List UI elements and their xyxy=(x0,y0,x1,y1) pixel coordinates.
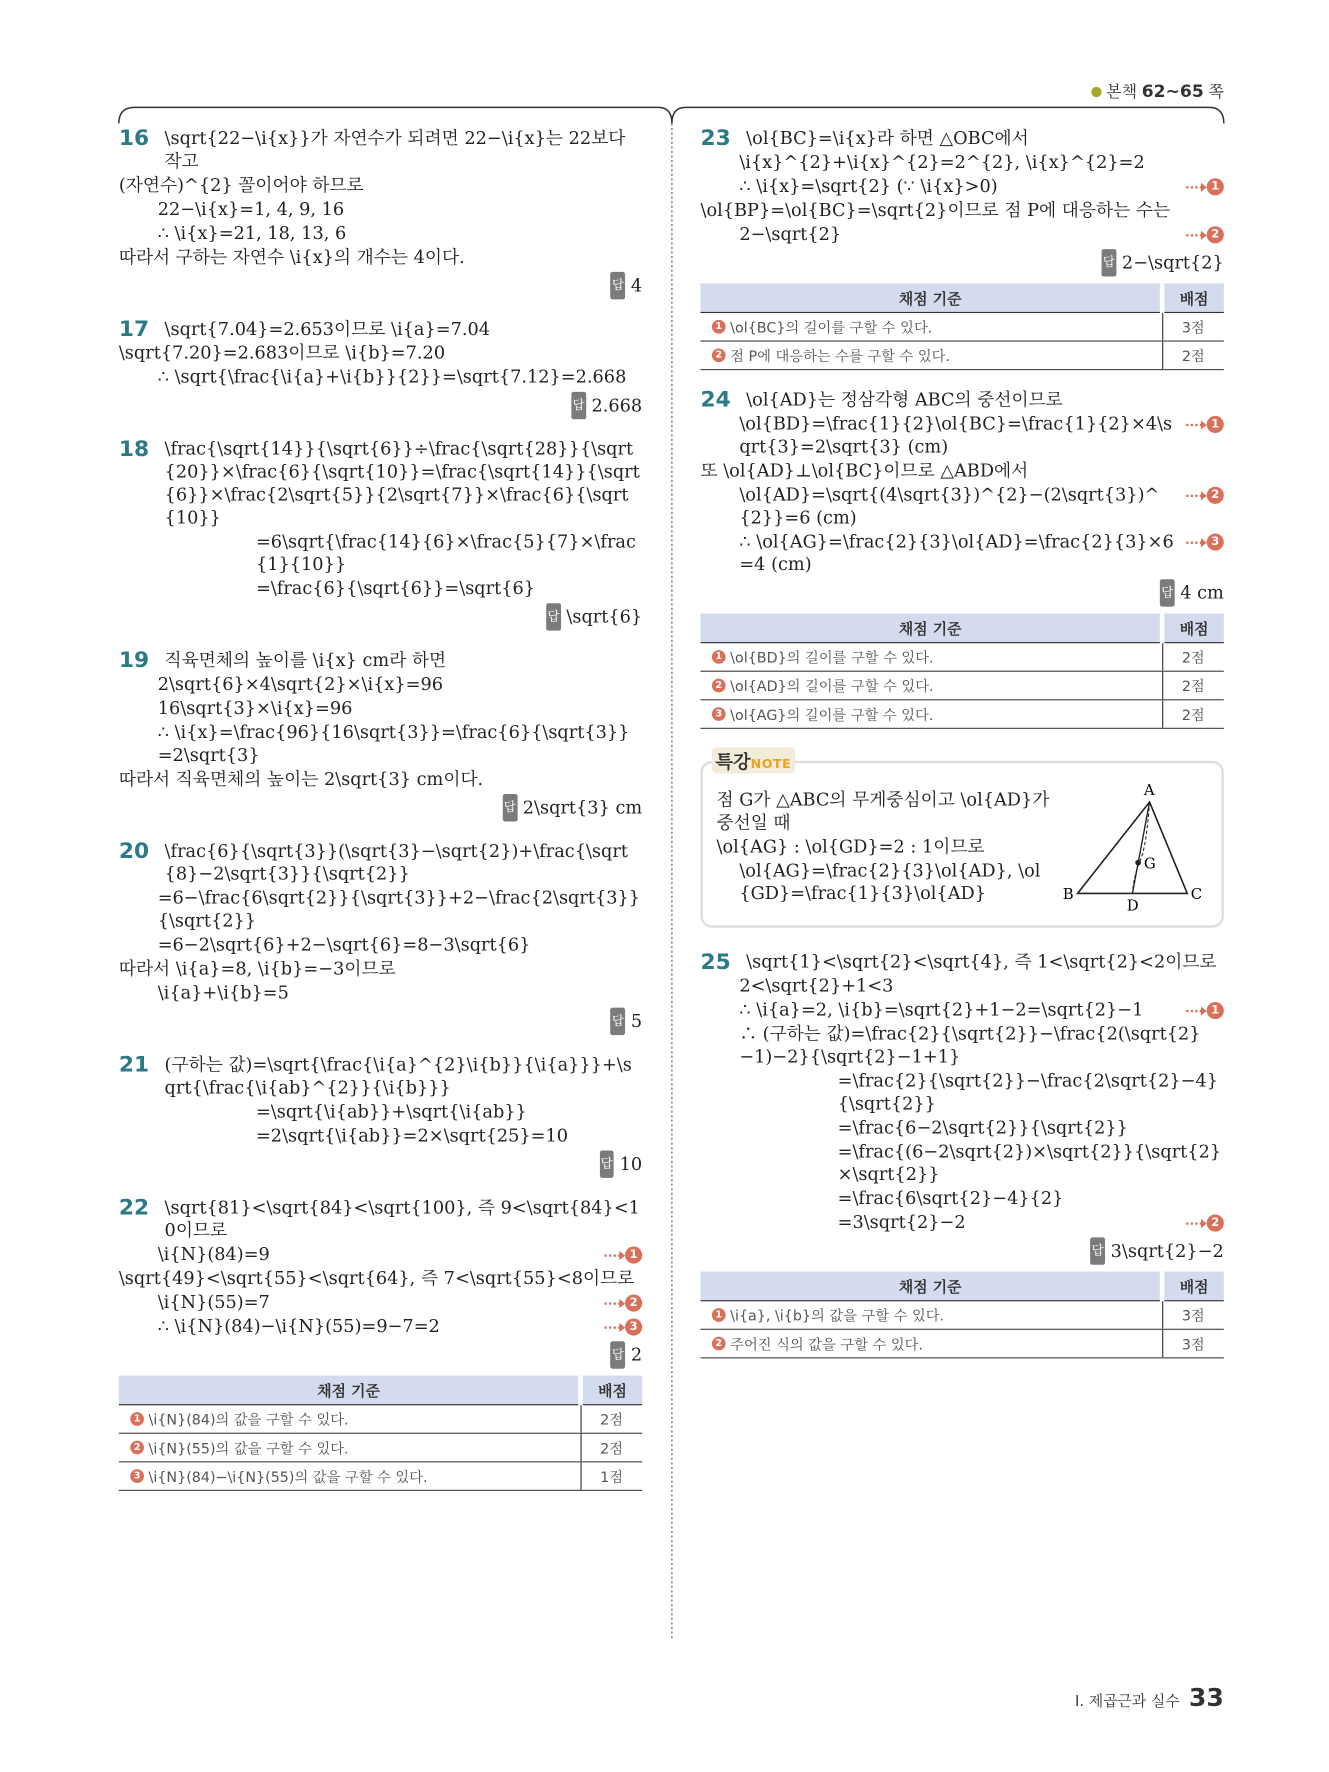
problem-number: 19 xyxy=(118,647,150,673)
left-column xyxy=(119,126,642,1510)
note-line: \ol{AG}=\frac{2}{3}\ol{AD}, \ol{GD}=\frac{1}{3}\ol{AD} xyxy=(739,860,1041,904)
triangle-abc xyxy=(1078,802,1188,893)
table-row xyxy=(700,1329,1223,1358)
problem-number: 25 xyxy=(700,949,731,975)
answer xyxy=(700,249,1223,276)
solution-line: =\frac{6−2\sqrt{2}}{\sqrt{2}} xyxy=(837,1117,1128,1138)
solution-line: 따라서 구하는 자연수 \i{x}의 개수는 4이다. xyxy=(118,246,465,268)
problem-22 xyxy=(119,1196,642,1491)
page-range: 62~65 xyxy=(1141,81,1204,102)
solution-line: \ol{AD}는 정삼각형 ABC의 중선이므로 xyxy=(746,389,1063,411)
answer-value: 4 cm xyxy=(1180,582,1224,604)
answer xyxy=(119,794,642,821)
problem-number: 22 xyxy=(118,1195,150,1221)
solution-line: 따라서 \i{a}=8, \i{b}=−3이므로 xyxy=(118,958,396,980)
answer-icon: 답 xyxy=(1102,249,1116,276)
note-tag-suffix: NOTE xyxy=(750,756,792,772)
special-note-tag xyxy=(712,747,795,773)
problem-number: 20 xyxy=(118,838,150,864)
median-ad xyxy=(1132,802,1149,893)
step-marker xyxy=(1186,412,1224,433)
problem-number: 24 xyxy=(700,387,731,413)
answer-icon: 답 xyxy=(1090,1237,1104,1264)
solution-line: 또 \ol{AD}⊥\ol{BC}이므로 △ABD에서 xyxy=(700,460,1029,481)
solution-line: ∴ \i{a}=2, \i{b}=\sqrt{2}+1−2=\sqrt{2}−1 xyxy=(739,999,1144,1021)
answer-icon: 답 xyxy=(611,272,625,299)
solution-line: 따라서 직육면체의 높이는 2\sqrt{3} cm이다. xyxy=(118,768,484,790)
answer xyxy=(700,1237,1223,1264)
step-marker xyxy=(1186,223,1224,244)
step-number-icon: 2 xyxy=(712,1337,726,1351)
label-g: G xyxy=(1143,854,1156,873)
dotted-arrow-icon xyxy=(604,1326,620,1328)
solution-line: 직육면체의 높이를 \i{x} cm라 하면 xyxy=(164,650,447,671)
step-number-icon: 1 xyxy=(1207,1002,1224,1019)
criterion-text: \ol{BC}의 길이를 구할 수 있다. xyxy=(730,318,933,336)
dotted-arrow-icon xyxy=(1186,186,1202,188)
page-footer xyxy=(1075,1684,1224,1713)
step-marker xyxy=(604,1243,642,1264)
answer-value: 4 xyxy=(630,275,643,296)
solution-line: \ol{BC}=\i{x}라 하면 △OBC에서 xyxy=(746,127,1029,149)
right-column xyxy=(700,126,1223,1377)
centroid-triangle-diagram xyxy=(1062,779,1211,914)
points-header: 배점 xyxy=(580,1376,642,1405)
table-row xyxy=(700,341,1223,370)
answer xyxy=(119,392,642,419)
step-number-icon: 1 xyxy=(625,1246,642,1263)
criterion-points: 2점 xyxy=(1162,671,1224,700)
table-row xyxy=(700,700,1223,729)
points-header: 배점 xyxy=(1162,283,1224,312)
answer-icon: 답 xyxy=(599,1150,613,1177)
step-number-icon: 3 xyxy=(712,707,726,721)
solution-line: ∴ \ol{AG}=\frac{2}{3}\ol{AD}=\frac{2}{3}×6=4 (cm) xyxy=(739,531,1174,575)
answer-value: 2\sqrt{3} cm xyxy=(522,797,643,819)
answer xyxy=(119,1150,642,1177)
page-suffix: 쪽 xyxy=(1208,83,1224,102)
solution-line: (자연수)^{2} 꼴이어야 하므로 xyxy=(118,174,364,196)
step-marker xyxy=(604,1315,642,1336)
solution-line: \sqrt{22−\i{x}}가 자연수가 되려면 22−\i{x}는 22보다 작고 xyxy=(164,127,626,172)
step-number-icon: 1 xyxy=(712,1308,726,1322)
scoring-table xyxy=(700,283,1223,370)
solution-line: \i{x}^{2}+\i{x}^{2}=2^{2}, \i{x}^{2}=2 xyxy=(739,151,1145,173)
answer-icon: 답 xyxy=(503,794,517,821)
solution-line: ∴ (구하는 값)=\frac{2}{\sqrt{2}}−\frac{2(\sqrt{2}−1)−2}{\sqrt{2}−1+1} xyxy=(739,1023,1201,1068)
solution-line: \i{a}+\i{b}=5 xyxy=(157,982,289,1004)
criterion-points: 2점 xyxy=(1162,341,1224,370)
problem-number: 21 xyxy=(118,1052,150,1078)
step-number-icon: 2 xyxy=(1207,1214,1224,1231)
step-marker xyxy=(1186,1211,1224,1232)
solution-line: (구하는 값)=\sqrt{\frac{\i{a}^{2}\i{b}}{\i{a}}}+\sqrt{\frac{\i{ab}^{2}}{\i{b}}} xyxy=(164,1054,632,1098)
solution-line: =\frac{6\sqrt{2}−4}{2} xyxy=(837,1188,1064,1209)
points-header: 배점 xyxy=(1162,614,1224,643)
solution-line: =\sqrt{\i{ab}}+\sqrt{\i{ab}} xyxy=(255,1101,527,1122)
solution-line: =6\sqrt{\frac{14}{6}×\frac{5}{7}×\frac{1}{10}} xyxy=(255,531,636,575)
answer xyxy=(119,272,642,299)
criteria-header: 채점 기준 xyxy=(119,1376,581,1405)
criterion-points: 2점 xyxy=(580,1405,642,1434)
solution-line: =\frac{2}{\sqrt{2}}−\frac{2\sqrt{2}−4}{\sqrt{2}} xyxy=(837,1070,1219,1114)
criteria-header: 채점 기준 xyxy=(700,614,1162,643)
solution-line: 16\sqrt{3}×\i{x}=96 xyxy=(157,698,353,719)
step-number-icon: 1 xyxy=(1207,178,1224,195)
solution-line: 2−\sqrt{2} xyxy=(739,223,842,245)
answer-value: \sqrt{6} xyxy=(566,606,643,628)
solution-line: \sqrt{81}<\sqrt{84}<\sqrt{100}, 즉 9<\sqrt{84}<10이므로 xyxy=(164,1197,640,1241)
criterion-text: \ol{AG}의 길이를 구할 수 있다. xyxy=(730,706,934,724)
step-number-icon: 2 xyxy=(1207,226,1224,243)
dotted-arrow-icon xyxy=(1186,1009,1202,1011)
answer xyxy=(119,1008,642,1035)
answer-value: 10 xyxy=(619,1153,643,1175)
criterion-text: \ol{BD}의 길이를 구할 수 있다. xyxy=(730,648,934,667)
solution-line: \ol{BP}=\ol{BC}=\sqrt{2}이므로 점 P에 대응하는 수는 xyxy=(700,199,1171,221)
solution-line: ∴ \i{x}=\frac{96}{16\sqrt{3}}=\frac{6}{\sqrt{3}}=2\sqrt{3} xyxy=(157,722,630,766)
solution-line: =6−\frac{6\sqrt{2}}{\sqrt{3}}+2−\frac{2\sqrt{3}}{\sqrt{2}} xyxy=(157,887,641,932)
solution-line: \i{N}(55)=7 xyxy=(157,1292,270,1313)
solution-line: \ol{AD}=\sqrt{(4\sqrt{3})^{2}−(2\sqrt{3})^{2}}=6 (cm) xyxy=(739,484,1160,528)
solution-line: \i{N}(84)=9 xyxy=(157,1244,270,1265)
criterion-points: 3점 xyxy=(1162,1329,1224,1358)
problem-16 xyxy=(119,127,642,300)
answer xyxy=(700,579,1223,606)
book-label: 본책 xyxy=(1106,83,1138,102)
label-c: C xyxy=(1190,885,1203,904)
bullet-dot-icon xyxy=(1091,86,1101,96)
table-row xyxy=(700,312,1223,341)
solution-line: \frac{6}{\sqrt{3}}(\sqrt{3}−\sqrt{2})+\frac{\sqrt{8}−2\sqrt{3}}{\sqrt{2}} xyxy=(164,840,628,885)
step-number-icon: 2 xyxy=(1207,487,1224,504)
problem-17 xyxy=(119,318,642,420)
dotted-arrow-icon xyxy=(604,1254,620,1256)
solution-line: =3\sqrt{2}−2 xyxy=(837,1212,966,1233)
dotted-arrow-icon xyxy=(1186,541,1202,543)
solution-line: \ol{BD}=\frac{1}{2}\ol{BC}=\frac{1}{2}×4\sqrt{3}=2\sqrt{3} (cm) xyxy=(739,413,1173,458)
solution-line: \sqrt{49}<\sqrt{55}<\sqrt{64}, 즉 7<\sqrt{55}<8이므로 xyxy=(118,1268,635,1289)
criterion-text: \i{N}(84)−\i{N}(55)의 값을 구할 수 있다. xyxy=(148,1468,428,1486)
dotted-arrow-icon xyxy=(1186,1222,1202,1224)
answer-icon: 답 xyxy=(546,603,560,630)
step-marker xyxy=(1186,530,1224,551)
answer-icon: 답 xyxy=(571,392,585,419)
problem-19 xyxy=(119,649,642,822)
label-b: B xyxy=(1062,885,1074,904)
step-marker xyxy=(1186,483,1224,504)
criterion-points: 3점 xyxy=(1162,312,1224,341)
step-marker xyxy=(1186,999,1224,1020)
scoring-table xyxy=(700,1272,1223,1359)
problem-number: 17 xyxy=(118,316,150,342)
solution-line: =\frac{6}{\sqrt{6}}=\sqrt{6} xyxy=(255,578,536,599)
label-d: D xyxy=(1126,896,1139,915)
solution-line: ∴ \sqrt{\frac{\i{a}+\i{b}}{2}}=\sqrt{7.12}=2.668 xyxy=(157,366,627,388)
page-number: 33 xyxy=(1188,1684,1224,1713)
answer xyxy=(119,603,642,630)
criterion-points: 1점 xyxy=(580,1462,642,1491)
note-line: \ol{AG} : \ol{GD}=2 : 1이므로 xyxy=(716,836,985,857)
step-number-icon: 2 xyxy=(712,348,726,362)
step-number-icon: 1 xyxy=(1207,416,1224,433)
note-line: 점 G가 △ABC의 무게중심이고 \ol{AD}가 중선일 때 xyxy=(716,789,1050,833)
criterion-points: 2점 xyxy=(1162,700,1224,729)
problem-number: 16 xyxy=(118,125,150,151)
step-marker xyxy=(1186,175,1224,196)
table-row xyxy=(700,1301,1223,1330)
label-a: A xyxy=(1143,781,1155,800)
answer-value: 2−\sqrt{2} xyxy=(1121,252,1224,274)
dotted-arrow-icon xyxy=(1186,423,1202,425)
answer-value: 2.668 xyxy=(591,395,643,416)
step-number-icon: 2 xyxy=(130,1441,144,1455)
criterion-text: 점 P에 대응하는 수를 구할 수 있다. xyxy=(730,347,950,365)
step-number-icon: 2 xyxy=(712,679,726,693)
scoring-table xyxy=(119,1376,642,1491)
problem-24 xyxy=(700,388,1223,728)
solution-line: ∴ \i{x}=21, 18, 13, 6 xyxy=(157,222,347,244)
answer-value: 2 xyxy=(630,1344,643,1366)
problem-number: 23 xyxy=(700,125,731,151)
answer-icon: 답 xyxy=(611,1341,625,1368)
step-number-icon: 2 xyxy=(625,1294,642,1311)
criteria-header: 채점 기준 xyxy=(700,1272,1162,1301)
step-marker xyxy=(604,1291,642,1312)
table-row xyxy=(119,1433,642,1462)
answer-icon: 답 xyxy=(611,1008,625,1035)
step-number-icon: 3 xyxy=(1207,534,1224,551)
criterion-points: 3점 xyxy=(1162,1301,1224,1330)
solution-line: ∴ \i{N}(84)−\i{N}(55)=9−7=2 xyxy=(157,1316,440,1337)
criterion-text: \i{a}, \i{b}의 값을 구할 수 있다. xyxy=(730,1307,945,1325)
solution-line: ∴ \i{x}=\sqrt{2} (∵ \i{x}>0) xyxy=(739,175,998,197)
dotted-arrow-icon xyxy=(1186,234,1202,236)
step-number-icon: 1 xyxy=(712,650,726,664)
chapter-title: Ⅰ. 제곱근과 실수 xyxy=(1075,1693,1180,1711)
centroid-point xyxy=(1135,860,1141,866)
table-row xyxy=(119,1405,642,1434)
table-row xyxy=(119,1462,642,1491)
problem-20 xyxy=(119,840,642,1035)
step-number-icon: 3 xyxy=(130,1469,144,1483)
answer-icon: 답 xyxy=(1160,579,1174,606)
answer-value: 5 xyxy=(630,1011,643,1032)
solution-line: 2\sqrt{6}×4\sqrt{2}×\i{x}=96 xyxy=(157,674,444,695)
solution-line: \sqrt{7.20}=2.683이므로 \i{b}=7.20 xyxy=(118,342,446,364)
criterion-text: \i{N}(84)의 값을 구할 수 있다. xyxy=(148,1410,349,1429)
step-number-icon: 1 xyxy=(712,320,726,334)
criterion-points: 2점 xyxy=(1162,643,1224,672)
solution-line: =\frac{(6−2\sqrt{2})×\sqrt{2}}{\sqrt{2}×\sqrt{2}} xyxy=(837,1141,1222,1185)
special-note xyxy=(700,747,1223,928)
step-number-icon: 1 xyxy=(130,1412,144,1426)
scoring-table xyxy=(700,614,1223,729)
criterion-text: \i{N}(55)의 값을 구할 수 있다. xyxy=(148,1439,349,1457)
points-header: 배점 xyxy=(1162,1272,1224,1301)
problem-21 xyxy=(119,1053,642,1178)
answer-value: 3\sqrt{2}−2 xyxy=(1110,1240,1224,1262)
solution-line: 22−\i{x}=1, 4, 9, 16 xyxy=(157,198,345,220)
criterion-text: \ol{AD}의 길이를 구할 수 있다. xyxy=(730,677,934,695)
note-tag-label: 특강 xyxy=(715,750,751,773)
solution-line: 2<\sqrt{2}+1<3 xyxy=(739,975,894,997)
problem-number: 18 xyxy=(118,436,150,462)
special-note-box xyxy=(700,761,1223,928)
table-row xyxy=(700,671,1223,700)
step-number-icon: 3 xyxy=(625,1318,642,1335)
table-row xyxy=(700,643,1223,672)
criterion-text: 주어진 식의 값을 구할 수 있다. xyxy=(730,1335,924,1353)
dotted-arrow-icon xyxy=(1186,494,1202,496)
solution-line: \frac{\sqrt{14}}{\sqrt{6}}÷\frac{\sqrt{28}}{\sqrt{20}}×\frac{6}{\sqrt{10}}=\frac{\sqrt{14}}{\sqrt{6}}×\frac{2\sqrt{5}}{2\sqrt{7}}×\frac{6}{\sqrt{10}} xyxy=(164,438,640,528)
answer xyxy=(119,1341,642,1368)
problem-23 xyxy=(700,127,1223,370)
solution-line: =2\sqrt{\i{ab}}=2×\sqrt{25}=10 xyxy=(255,1125,569,1146)
problem-25 xyxy=(700,951,1223,1359)
solution-line: \sqrt{1}<\sqrt{2}<\sqrt{4}, 즉 1<\sqrt{2}<2이므로 xyxy=(746,951,1217,973)
criterion-points: 2점 xyxy=(580,1433,642,1462)
page-reference xyxy=(1091,80,1223,103)
dotted-arrow-icon xyxy=(604,1302,620,1304)
criteria-header: 채점 기준 xyxy=(700,283,1162,312)
solution-line: =6−2\sqrt{6}+2−\sqrt{6}=8−3\sqrt{6} xyxy=(157,934,531,956)
problem-18 xyxy=(119,438,642,631)
solution-line: \sqrt{7.04}=2.653이므로 \i{a}=7.04 xyxy=(164,318,491,340)
